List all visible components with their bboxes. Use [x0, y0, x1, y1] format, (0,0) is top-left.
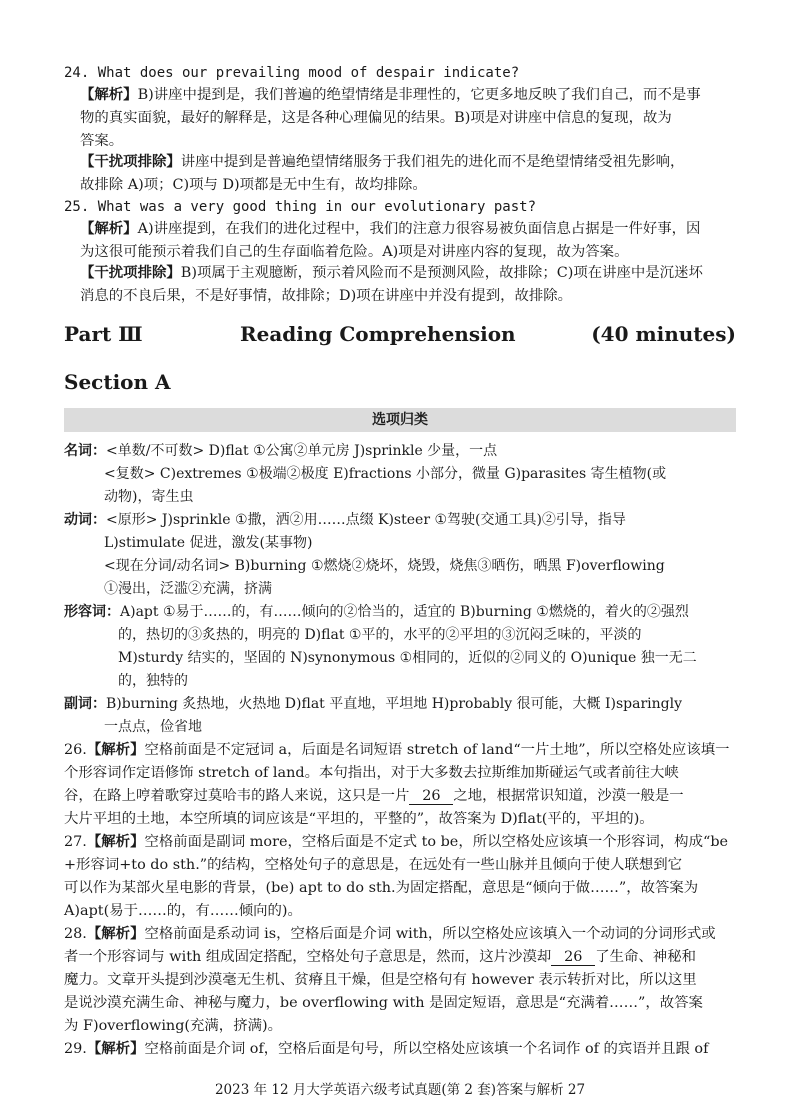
q28-text1: 空格前面是系动词 is，空格后面是介词 with，所以空格处应该填入一个动词的分词形式或: [144, 926, 716, 942]
analysis-label: 【解析】: [80, 221, 138, 237]
verb-line4: ①漫出，泛滥②充满，挤满: [104, 581, 272, 597]
adj-line4: 的，独特的: [118, 673, 188, 689]
verb-line1: <原形> J)sprinkle ①撒，洒②用……点缀 K)steer ①驾驶(交通工具)②引导，指导: [106, 512, 626, 528]
section-heading: Section A: [64, 370, 171, 394]
question-25: 25. What was a very good thing in our evolutionary past?: [64, 199, 537, 215]
q29-text1: 空格前面是介词 of，空格后面是句号，所以空格处应该填一个名词作 of 的宾语并且跟 of: [144, 1041, 709, 1057]
q24-analysis-line3: 答案。: [80, 133, 124, 149]
q28-blank: 26: [551, 949, 595, 966]
q28-line5: 为 F)overflowing(充满，挤满)。: [64, 1018, 282, 1034]
analysis-label: 【解析】: [86, 1041, 145, 1057]
q24-analysis-line2: 物的真实面貌，最好的解释是，这是各种心理偏见的结果。B)项是对讲座中信息的复现，故为: [80, 110, 672, 126]
part-heading: [64, 322, 736, 352]
part-label: Part Ⅲ: [64, 322, 143, 346]
q27-line4: A)apt(易于……的，有……倾向的)。: [64, 903, 302, 919]
q27-line3: 可以作为某部火星电影的背景，(be) apt to do sth.为固定搭配，意思是“倾向于做……”，故答案为: [64, 880, 699, 896]
q26-blank: 26: [409, 788, 453, 805]
q25-distractor: [80, 262, 736, 285]
analysis-label: 【解析】: [86, 926, 145, 942]
q26-text1: 空格前面是不定冠词 a，后面是名词短语 stretch of land“一片土地”，所以空格处应该填一: [144, 742, 730, 758]
analysis-label: 【解析】: [80, 87, 138, 103]
q24-distractor: [80, 151, 736, 174]
adj-line2: 的，热切的③炙热的，明亮的 D)flat ①平的，水平的②平坦的③沉闷乏味的，平淡的: [118, 627, 642, 643]
q28-text2a: 者一个形容词与 with 组成固定搭配，空格处句子意思是，然而，这片沙漠却: [64, 949, 552, 965]
adj-line1: A)apt ①易于……的，有……倾向的②恰当的，适宜的 B)burning ①燃烧的，着火的②强烈: [120, 604, 689, 620]
q28-number: 28.: [64, 926, 87, 942]
analysis-label: 【解析】: [86, 742, 145, 758]
q24-analysis: [80, 84, 736, 107]
adj-label: 形容词：: [64, 604, 120, 620]
q24-analysis-line1: B)讲座中提到是，我们普遍的绝望情绪是非理性的，它更多地反映了我们自己，而不是事: [137, 87, 701, 103]
analysis-label: 【解析】: [86, 834, 145, 850]
part-time: (40 minutes): [591, 322, 736, 346]
q28-line2: [64, 946, 736, 969]
verb-label: 动词：: [64, 512, 106, 528]
q25-analysis-line2: 为这很可能预示着我们自己的生存面临着危险。A)项是对讲座内容的复现，故为答案。: [80, 244, 629, 260]
q27-text1: 空格前面是副词 more，空格后面是不定式 to be，所以空格处应该填一个形容词，构成“be: [144, 834, 729, 850]
noun-line2: <复数> C)extremes ①极端②极度 E)fractions 小部分，微量 G)parasites 寄生植物(或: [104, 466, 667, 482]
noun-row: [64, 440, 744, 463]
question-24: 24. What does our prevailing mood of despair indicate?: [64, 65, 520, 81]
q27-line2: +形容词+to do sth.”的结构，空格处句子的意思是，在远处有一些山脉并且倾向于使人联想到它: [64, 857, 683, 873]
q25-distractor-line1: B)项属于主观臆断，预示着风险而不是预测风险，故排除；C)项在讲座中是沉迷坏: [180, 265, 703, 281]
q28-line3: 魔力。文章开头提到沙漠毫无生机、贫瘠且干燥，但是空格句有 however 表示转折对比，所以这里: [64, 972, 697, 988]
verb-line2: L)stimulate 促进，激发(某事物): [104, 535, 313, 551]
q25-analysis-line1: A)讲座提到，在我们的进化过程中，我们的注意力很容易被负面信息占据是一件好事，因: [137, 221, 701, 237]
q26-line2: 个形容词作定语修饰 stretch of land。本句指出，对于大多数去拉斯维加斯碰运气或者前往大峡: [64, 765, 679, 781]
q25-distractor-line2: 消息的不良后果，不是好事情，故排除；D)项在讲座中并没有提到，故排除。: [80, 288, 573, 304]
adv-line1: B)burning 炙热地，火热地 D)flat 平直地，平坦地 H)probably 很可能，大概 I)sparingly: [106, 696, 683, 712]
q28-line1: [64, 923, 736, 946]
adv-row: [64, 693, 744, 716]
q26-text3b: 之地，根据常识知道，沙漠一般是一: [453, 788, 684, 804]
part-title: Reading Comprehension: [240, 322, 516, 346]
q28-line4: 是说沙漠充满生命、神秘与魔力，be overflowing with 是固定短语，意思是“充满着……”，故答案: [64, 995, 703, 1011]
noun-line1: <单数/不可数> D)flat ①公寓②单元房 J)sprinkle 少量，一点: [106, 443, 498, 459]
q26-line3: [64, 785, 736, 808]
q26-text3a: 谷，在路上哼着歌穿过莫哈韦的路人来说，这只是一片: [64, 788, 410, 804]
noun-line3: 动物)，寄生虫: [104, 489, 194, 505]
adj-line3: M)sturdy 结实的，坚固的 N)synonymous ①相同的，近似的②同义的 O)unique 独一无二: [118, 650, 697, 666]
noun-label: 名词：: [64, 443, 106, 459]
q24-distractor-line2: 故排除 A)项；C)项与 D)项都是无中生有，故均排除。: [80, 177, 427, 193]
adv-line2: 一点点，俭省地: [104, 719, 202, 735]
q29-line1: [64, 1038, 736, 1061]
page-footer: 2023 年 12 月大学英语六级考试真题(第 2 套)答案与解析 27: [214, 1082, 586, 1098]
adv-label: 副词：: [64, 696, 106, 712]
q26-line4: 大片平坦的土地，本空所填的词应该是“平坦的，平整的”，故答案为 D)flat(平的，平坦的)。: [64, 811, 654, 827]
q26-line1: [64, 739, 736, 762]
distractor-label: 【干扰项排除】: [80, 154, 181, 170]
verb-row: [64, 509, 744, 532]
q25-analysis: [80, 218, 736, 241]
q26-number: 26.: [64, 742, 87, 758]
q27-line1: [64, 831, 736, 854]
q27-number: 27.: [64, 834, 87, 850]
category-band: 选项归类: [64, 408, 736, 432]
q29-number: 29.: [64, 1041, 87, 1057]
distractor-label: 【干扰项排除】: [80, 265, 181, 281]
q24-distractor-line1: 讲座中提到是普遍绝望情绪服务于我们祖先的进化而不是绝望情绪受祖先影响，: [180, 154, 685, 170]
q28-text2b: 了生命、神秘和: [595, 949, 696, 965]
adj-row: [64, 601, 744, 624]
verb-line3: <现在分词/动名词> B)burning ①燃烧②烧坏，烧毁，烧焦③晒伤，晒黑 F)overflowing: [104, 558, 665, 574]
